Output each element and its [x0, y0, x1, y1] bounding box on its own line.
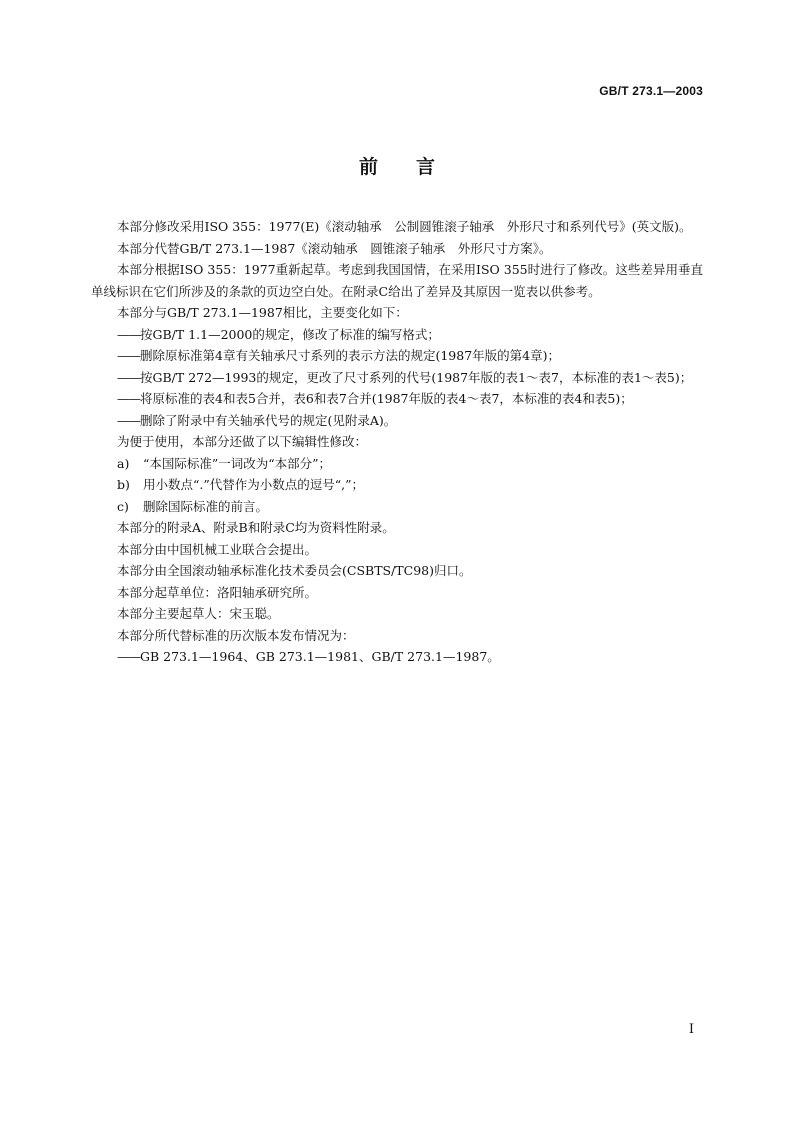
change-item: ——将原标准的表4和表5合并，表6和表7合并(1987年版的表4～表7，本标准的表4和表5)； — [117, 391, 633, 406]
paragraph-main-changes-intro: 本部分与GB/T 273.1—1987相比，主要变化如下： — [117, 305, 408, 320]
paragraph-history-intro: 本部分所代替标准的历次版本发布情况为： — [117, 627, 355, 643]
paragraph-adoption: 本部分修改采用ISO 355：1977(E)《滚动轴承 公制圆锥滚子轴承 外形尺寸和系列代号》(英文版)。 — [117, 219, 692, 234]
paragraph-replaces: 本部分代替GB/T 273.1—1987《滚动轴承 圆锥滚子轴承 外形尺寸方案》。 — [117, 240, 552, 256]
dash-marker: —— — [117, 326, 140, 342]
paragraph-committee: 本部分由全国滚动轴承标准化技术委员会(CSBTS/TC98)归口。 — [117, 563, 472, 578]
editorial-intro: 为便于使用，本部分还做了以下编辑性修改： — [117, 434, 368, 449]
standard-code-header: GB/T 273.1—2003 — [599, 84, 703, 98]
item-label: c) — [117, 498, 129, 514]
change-item: ——按GB/T 1.1—2000的规定，修改了标准的编写格式； — [117, 326, 440, 342]
paragraph-drafting-unit: 本部分起草单位：洛阳轴承研究所。 — [117, 584, 318, 600]
change-item: ——按GB/T 272—1993的规定，更改了尺寸系列的代号(1987年版的表1～表7，本标准的表1～表5)； — [117, 369, 693, 385]
item-label: b) — [117, 477, 130, 492]
change-item: ——删除原标准第4章有关轴承尺寸系列的表示方法的规定(1987年版的第4章)； — [117, 348, 560, 363]
paragraph-drafters: 本部分主要起草人：宋玉聪。 — [117, 606, 280, 621]
dash-marker: —— — [117, 412, 140, 428]
editorial-item: a) “本国际标准”一词改为“本部分”； — [91, 453, 703, 475]
dash-marker: —— — [117, 369, 140, 385]
dash-marker: —— — [117, 348, 140, 363]
paragraph-annexes: 本部分的附录A、附录B和附录C均为资料性附录。 — [117, 520, 395, 535]
dash-marker: —— — [117, 391, 140, 406]
dash-marker: —— — [117, 649, 140, 664]
page-number: I — [688, 1022, 694, 1037]
paragraph-proposer: 本部分由中国机械工业联合会提出。 — [117, 541, 318, 557]
editorial-item: b) 用小数点“.”代替作为小数点的逗号“,”； — [91, 474, 703, 496]
page-title: 前言 — [358, 156, 473, 178]
paragraph-drafting-basis: 本部分根据ISO 355：1977重新起草。考虑到我国国情，在采用ISO 355时进行了修改。这些差异用垂直单线标识在它们所涉及的条款的页边空白处。在附录C给出了差异及其原因一览表以供参考。 — [91, 262, 703, 299]
history-item: ——GB 273.1—1964、GB 273.1—1981、GB/T 273.1—1987。 — [117, 649, 500, 664]
change-item: ——删除了附录中有关轴承代号的规定(见附录A)。 — [117, 412, 397, 428]
editorial-item: c) 删除国际标准的前言。 — [91, 496, 703, 518]
item-label: a) — [117, 455, 130, 471]
foreword-body — [91, 216, 703, 668]
